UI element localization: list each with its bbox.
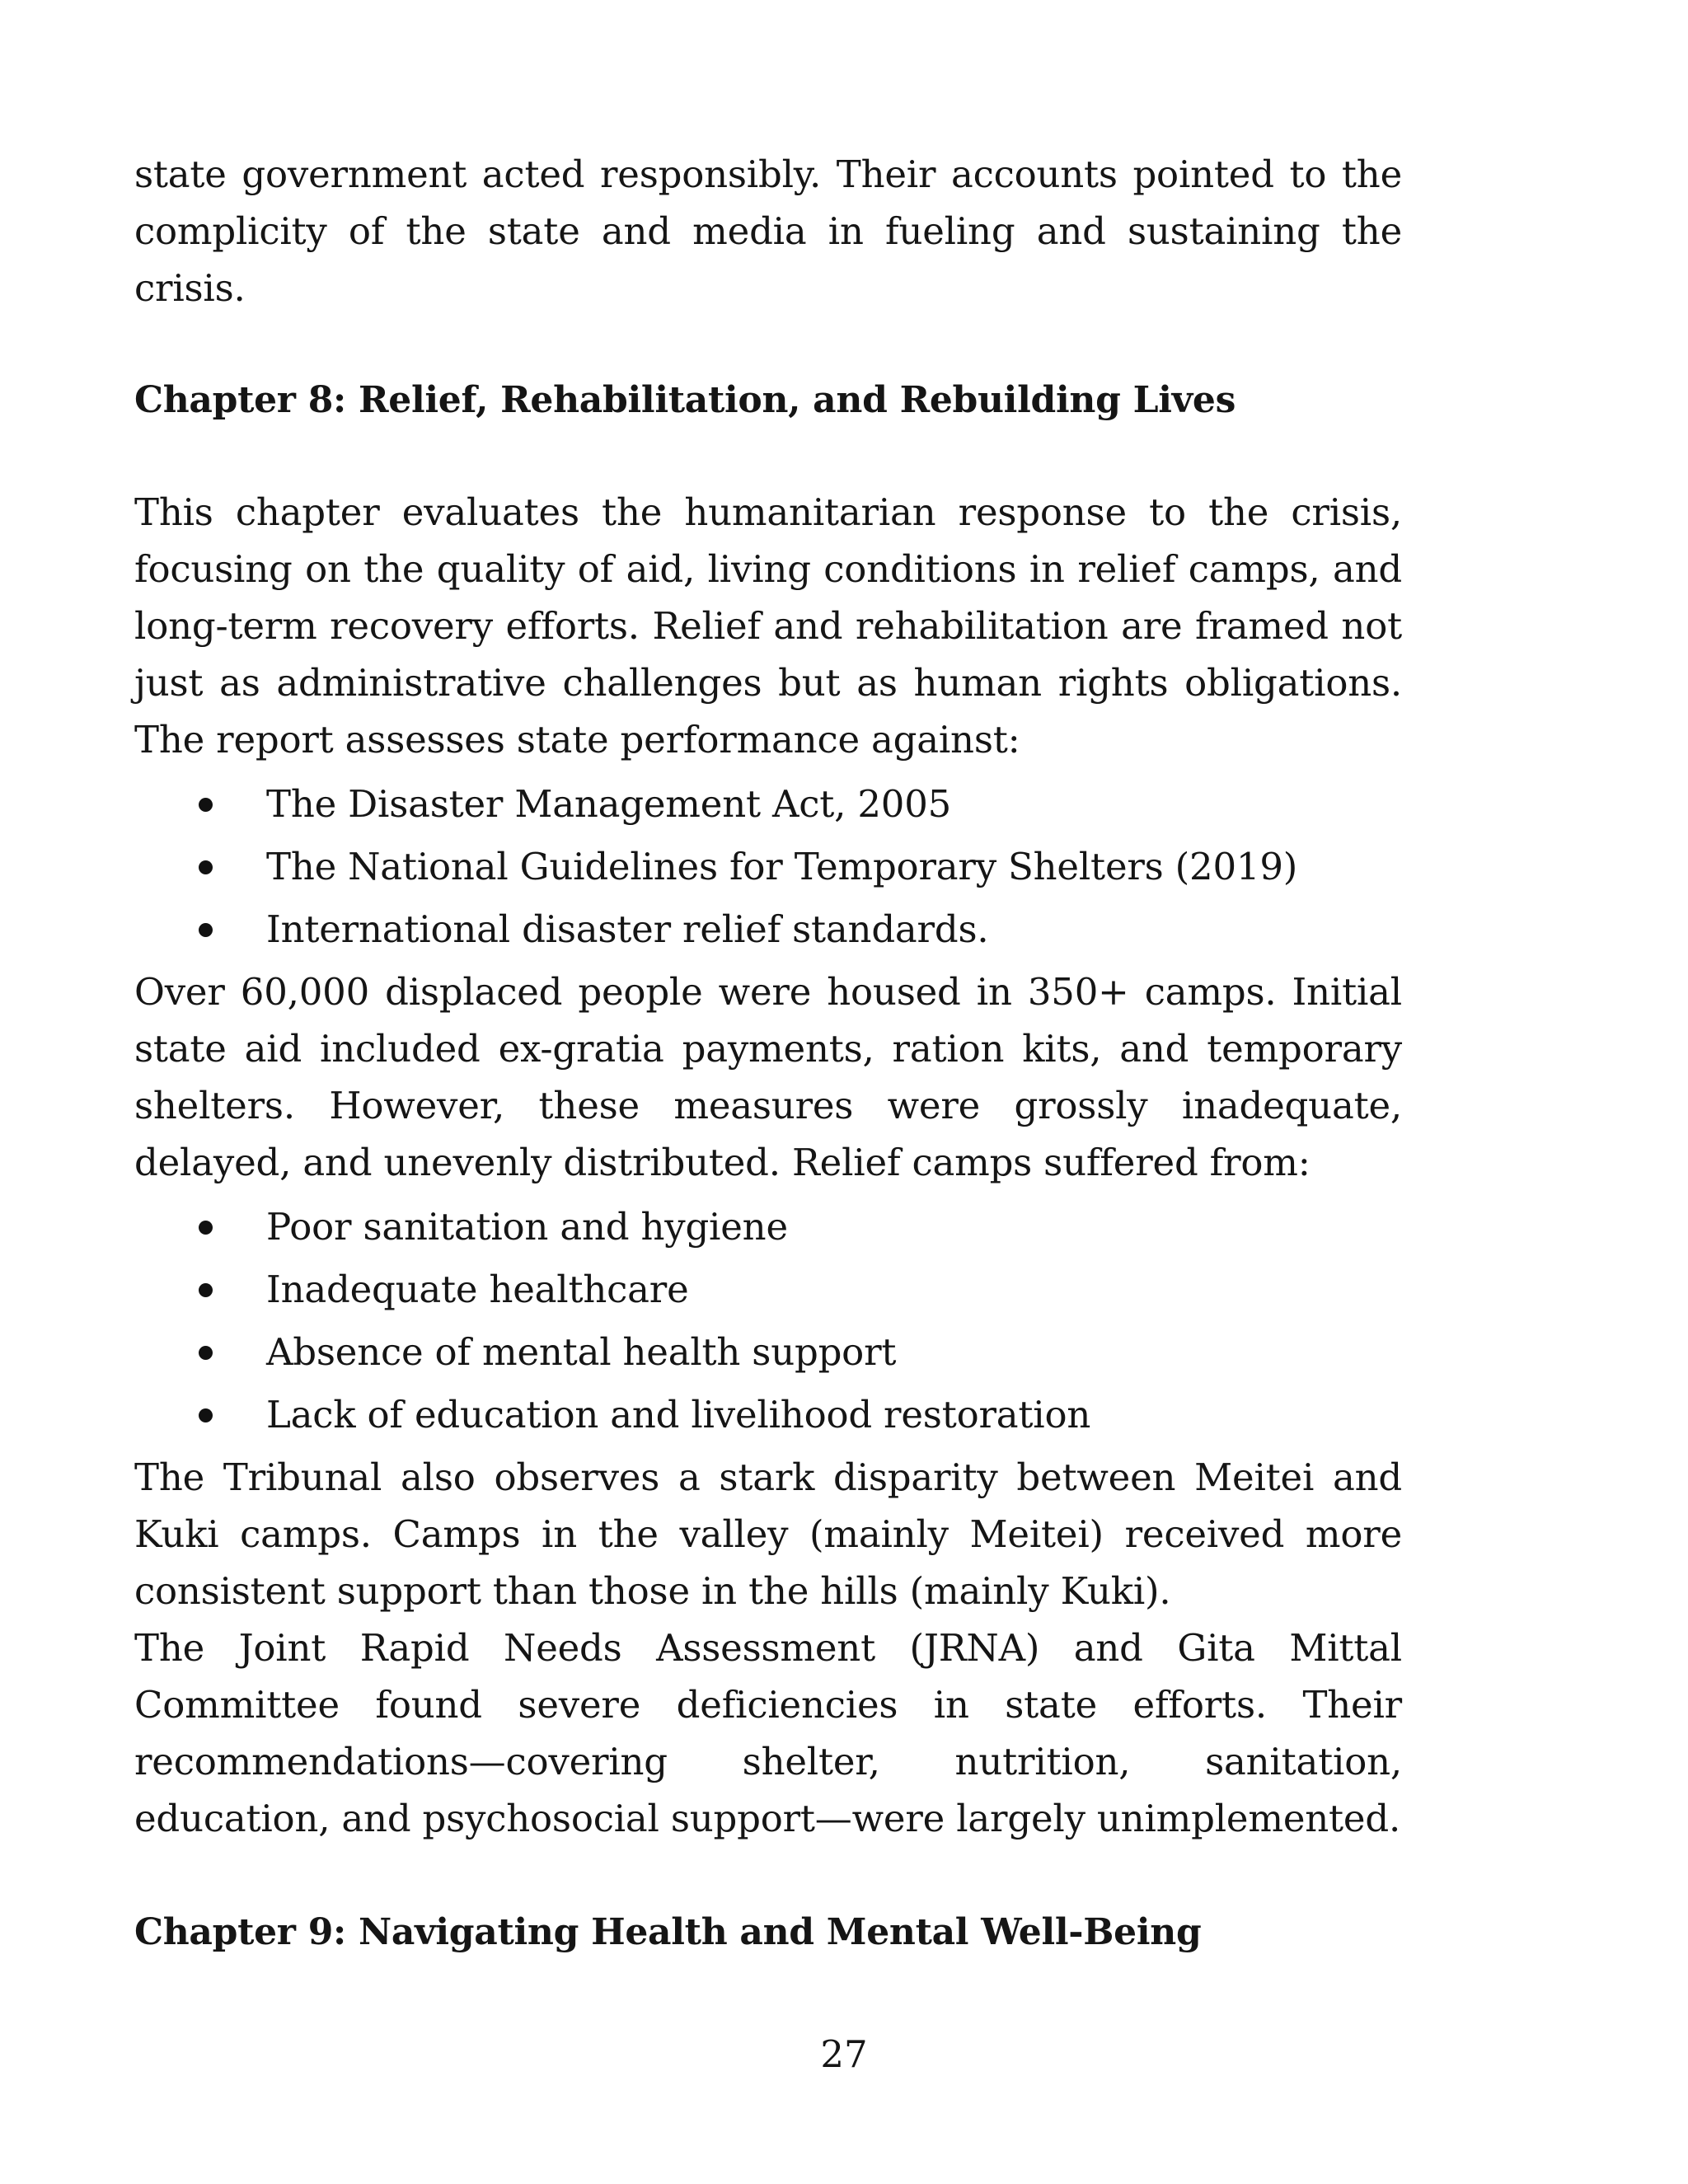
list-item	[134, 836, 1402, 898]
list-item	[134, 1196, 1402, 1258]
bullet-icon	[199, 798, 213, 812]
chapter-8-paragraph-1: This chapter evaluates the humanitarian response to the crisis, focusing on the quality of aid, living conditions in relief camps, and long-term recovery efforts. Relief and rehabilitation are framed not just as administrative challenges but as human rights obligations. The report assesses state performance against:	[134, 490, 1402, 762]
intro-paragraph: state government acted responsibly. Their accounts pointed to the complicity of the state and media in fueling and sustaining the crisis.	[134, 152, 1402, 310]
list-item	[134, 1258, 1402, 1321]
chapter-8-heading: Chapter 8: Relief, Rehabilitation, and Rebuilding Lives	[134, 379, 1236, 421]
list-item-text: Lack of education and livelihood restoration	[266, 1393, 1091, 1436]
page-number: 27	[820, 2032, 868, 2076]
chapter-8-paragraph-3: The Tribunal also observes a stark disparity between Meitei and Kuki camps. Camps in the valley (mainly Meitei) received more consistent support than those in the hills (mainly Kuki).	[134, 1455, 1402, 1613]
list-item-text: The Disaster Management Act, 2005	[266, 782, 952, 826]
list-item	[134, 1321, 1402, 1384]
bullet-icon	[199, 1346, 213, 1360]
bullet-icon	[199, 860, 213, 874]
list-item-text: Poor sanitation and hygiene	[266, 1205, 788, 1249]
camp-issues-list	[134, 1196, 1402, 1446]
standards-list	[134, 773, 1402, 961]
list-item	[134, 1384, 1402, 1446]
list-item	[134, 773, 1402, 836]
list-item-text: The National Guidelines for Temporary Shelters (2019)	[266, 845, 1298, 888]
chapter-9-heading: Chapter 9: Navigating Health and Mental Well-Being	[134, 1911, 1202, 1953]
chapter-8-paragraph-2: Over 60,000 displaced people were housed in 350+ camps. Initial state aid included ex-gratia payments, ration kits, and temporary shelters. However, these measures were grossly inadequate, delayed, and unevenly distributed. Relief camps suffered from:	[134, 970, 1402, 1184]
chapter-8-paragraph-4: The Joint Rapid Needs Assessment (JRNA) and Gita Mittal Committee found severe deficiencies in state efforts. Their recommendations—covering shelter, nutrition, sanitation, education, and psychosocial support—were largely unimplemented.	[134, 1626, 1402, 1840]
list-item-text: Inadequate healthcare	[266, 1268, 689, 1311]
list-item	[134, 898, 1402, 961]
bullet-icon	[199, 1283, 213, 1297]
list-item-text: Absence of mental health support	[266, 1330, 897, 1374]
bullet-icon	[199, 1408, 213, 1422]
page-content	[134, 146, 1402, 1961]
bullet-icon	[199, 923, 213, 937]
list-item-text: International disaster relief standards.	[266, 907, 989, 951]
bullet-icon	[199, 1221, 213, 1235]
